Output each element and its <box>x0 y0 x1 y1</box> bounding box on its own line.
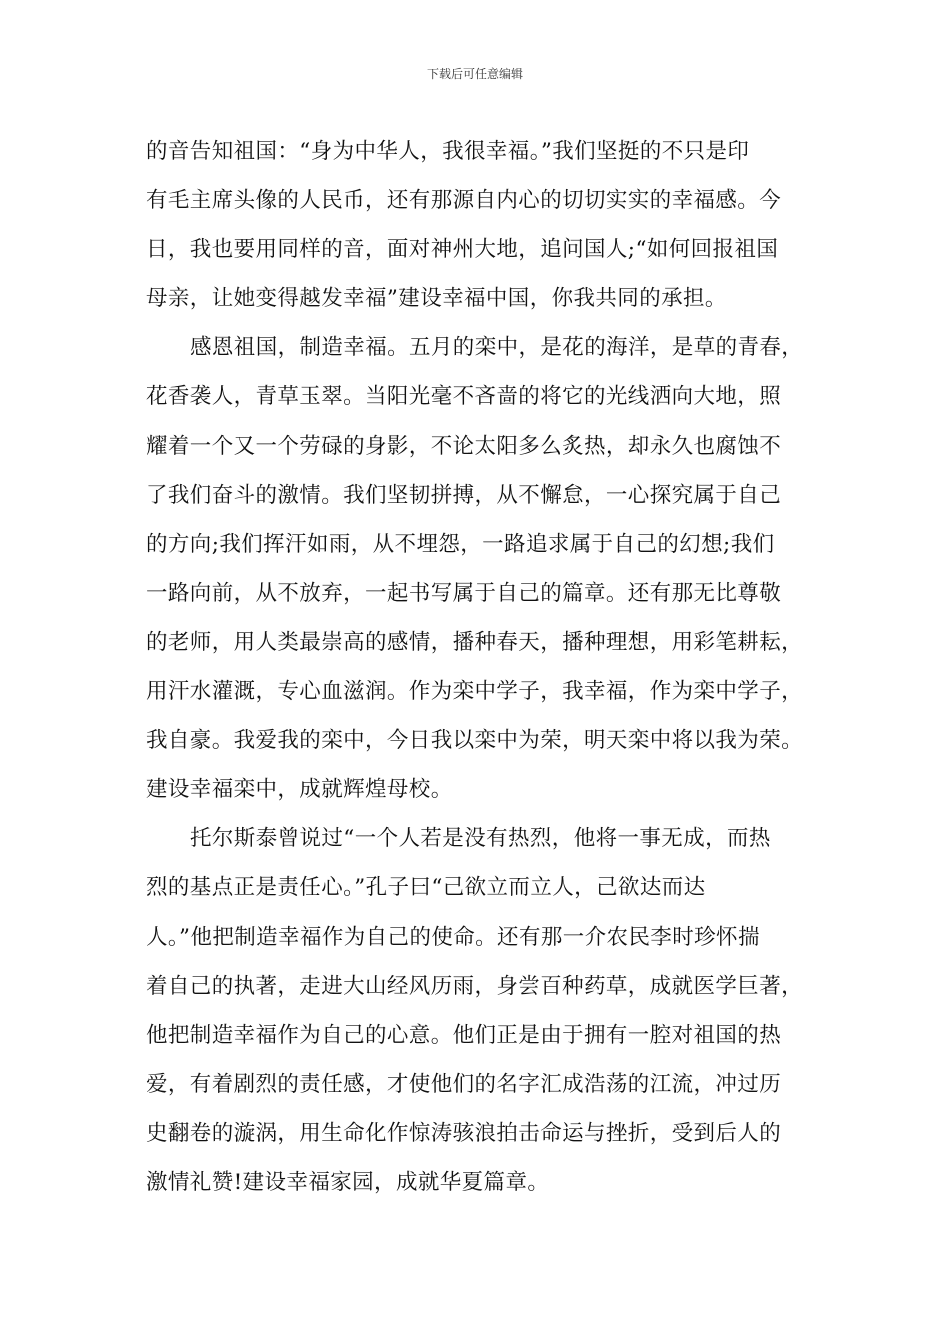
text-line: 耀着一个又一个劳碌的身影，不论太阳多么炙热，却永久也腐蚀不 <box>146 433 782 459</box>
text-line: 的方向;我们挥汗如雨，从不埋怨，一路追求属于自己的幻想;我们 <box>146 531 775 557</box>
text-line: 一路向前，从不放弃，一起书写属于自己的篇章。还有那无比尊敬 <box>146 580 782 606</box>
text-line: 人。”他把制造幸福作为自己的使命。还有那一介农民李时珍怀揣 <box>146 924 760 950</box>
text-line: 母亲，让她变得越发幸福”建设幸福中国，你我共同的承担。 <box>146 286 727 312</box>
text-line: 托尔斯泰曾说过“一个人若是没有热烈，他将一事无成，而热 <box>190 826 771 852</box>
text-line: 花香袭人，青草玉翠。当阳光毫不吝啬的将它的光线洒向大地，照 <box>146 384 782 410</box>
text-line: 用汗水灌溉，专心血滋润。作为栾中学子，我幸福，作为栾中学子， <box>146 679 804 705</box>
text-line: 他把制造幸福作为自己的心意。他们正是由于拥有一腔对祖国的热 <box>146 1022 782 1048</box>
text-line: 着自己的执著，走进大山经风历雨，身尝百种药草，成就医学巨著， <box>146 973 804 999</box>
text-line: 有毛主席头像的人民币，还有那源自内心的切切实实的幸福感。今 <box>146 188 782 214</box>
text-line: 我自豪。我爱我的栾中，今日我以栾中为荣，明天栾中将以我为荣。 <box>146 728 804 754</box>
text-line: 史翻卷的漩涡，用生命化作惊涛骇浪拍击命运与挫折，受到后人的 <box>146 1120 782 1146</box>
page-header: 下载后可任意编辑 <box>426 67 523 81</box>
text-line: 的音告知祖国：“身为中华人，我很幸福。”我们坚挺的不只是印 <box>146 139 750 164</box>
text-line: 爱，有着剧烈的责任感，才使他们的名字汇成浩荡的江流，冲过历 <box>146 1071 782 1097</box>
text-line: 了我们奋斗的激情。我们坚韧拼搏，从不懈怠，一心探究属于自己 <box>146 482 782 508</box>
text-line: 感恩祖国，制造幸福。五月的栾中，是花的海洋，是草的青春， <box>190 335 804 361</box>
text-line: 的老师，用人类最崇高的感情，播种春天，播种理想，用彩笔耕耘， <box>146 629 804 655</box>
document-body <box>146 127 812 1207</box>
text-line: 烈的基点正是责任心。”孔子曰“己欲立而立人，己欲达而达 <box>146 875 706 901</box>
text-line: 建设幸福栾中，成就辉煌母校。 <box>146 777 453 803</box>
text-line: 日，我也要用同样的音，面对神州大地，追问国人;“如何回报祖国 <box>146 237 779 263</box>
text-line: 激情礼赞!建设幸福家园，成就华夏篇章。 <box>146 1169 550 1195</box>
